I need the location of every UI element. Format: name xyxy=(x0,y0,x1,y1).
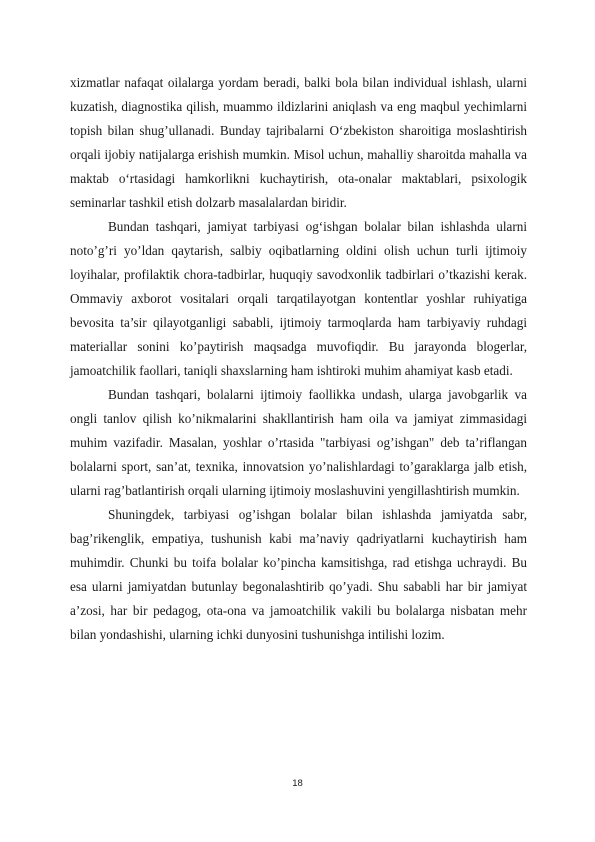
document-body xyxy=(70,71,527,647)
paragraph-society-role: Bundan tashqari, jamiyat tarbiyasi og‘ishgan bolalar bilan ishlashda ularni noto’g’ri yo’ldan qaytarish, salbiy oqibatlarning oldini olish uchun turli ijtimoiy loyihalar, profilaktik chora-tadbirlar, huquqiy savodxonlik tadbirlari o’tkazishi kerak. Ommaviy axborot vositalari orqali tarqatilayotgan kontentlar yoshlar ruhiyatiga bevosita ta’sir qilayotganligi sababli, ijtimoiy tarmoqlarda ham tarbiyaviy ruhdagi materiallar sonini ko’paytirish maqsadga muvofiqdir. Bu jarayonda blogerlar, jamoatchilik faollari, taniqli shaxslarning ham ishtiroki muhim ahamiyat kasb etadi. xyxy=(70,219,527,378)
paragraph-continuation: xizmatlar nafaqat oilalarga yordam beradi, balki bola bilan individual ishlash, ularni kuzatish, diagnostika qilish, muammo ildizlarini aniqlash va eng maqbul yechimlarni topish bilan shug’ullanadi. Bunday tajribalarni O‘zbekiston sharoitiga moslashtirish orqali ijobiy natijalarga erishish mumkin. Misol uchun, mahalliy sharoitda mahalla va maktab o‘rtasidagi hamkorlikni kuchaytirish, ota-onalar maktablari, psixologik seminarlar tashkil etish dolzarb masalalardan biridir. xyxy=(70,75,527,210)
page-number: 18 xyxy=(292,778,303,789)
paragraph-social-activity: Bundan tashqari, bolalarni ijtimoiy faollikka undash, ularga javobgarlik va ongli tanlov qilish ko’nikmalarini shakllantirish ham oila va jamiyat zimmasidagi muhim vazifadir. Masalan, yoshlar o’rtasida "tarbiyasi og’ishgan" deb ta’riflangan bolalarni sport, san’at, texnika, innovatsion yo’nalishlardagi to’garaklarga jalb etish, ularni rag’batlantirish orqali ularning ijtimoiy moslashuvini yengillashtirish mumkin. xyxy=(70,387,527,498)
paragraph-spiritual-values: Shuningdek, tarbiyasi og’ishgan bolalar bilan ishlashda jamiyatda sabr, bag’rikenglik, empatiya, tushunish kabi ma’naviy qadriyatlarni kuchaytirish ham muhimdir. Chunki bu toifa bolalar ko’pincha kamsitishga, rad etishga uchraydi. Bu esa ularni jamiyatdan butunlay begonalashtirib qo’yadi. Shu sababli har bir jamiyat a’zosi, har bir pedagog, ota-ona va jamoatchilik vakili bu bolalarga nisbatan mehr bilan yondashishi, ularning ichki dunyosini tushunishga intilishi lozim. xyxy=(70,507,527,642)
